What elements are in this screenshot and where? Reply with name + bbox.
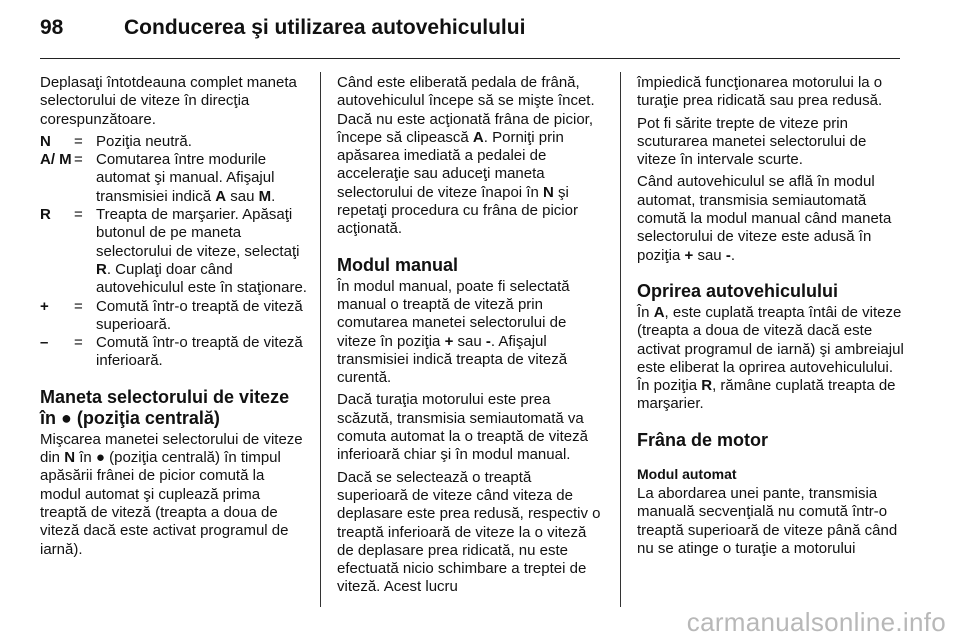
section-heading: Frâna de motor xyxy=(637,429,769,450)
column-divider xyxy=(620,72,621,607)
paragraph: împiedică funcţionarea motorului la o turaţie prea ridicată sau prea redusă. xyxy=(637,74,883,110)
column-1 xyxy=(40,74,308,563)
paragraph: Mişcarea manetei selectorului de viteze din N în ● (poziţia centrală) în timpul apăsării frânei de picior comută la modul automat şi cuplează prima treaptă de viteză (treapta a doua de viteză dacă este activat programul de iarnă). xyxy=(40,430,303,558)
paragraph: În A, este cuplată treapta întâi de viteze (treapta a doua de viteză dacă este activat programul de iarnă) şi ambreiajul este eliberat la oprirea autovehiculului. În poziţia R, rămâne cuplată treapta de marşarier. xyxy=(637,303,904,413)
paragraph: Dacă se selectează o treaptă superioară de viteze când viteza de deplasare este prea redusă, respectiv o treaptă inferioară de viteze la o viteză de deplasare prea ridicată, nu este efectuată nicio schimbare a treptei de viteză. Acest lucru xyxy=(337,468,601,596)
page-header xyxy=(40,10,920,50)
column-3 xyxy=(637,74,905,562)
page-number: 98 xyxy=(40,16,64,39)
column-divider xyxy=(320,72,321,607)
column-2 xyxy=(337,74,605,601)
section-heading: Maneta selectorului de viteze în ● (poziţia centrală) xyxy=(40,386,290,428)
paragraph: Când este eliberată pedala de frână, autovehiculul începe să se mişte încet. Dacă nu este acţionată frâna de picior, începe să clipească A. Porniţi prin apăsarea imediată a pedalei de acceleraţie sau aduceţi maneta selectorului de viteze înapoi în N şi repetaţi procedura cu frâna de picior acţionată. xyxy=(337,74,595,238)
header-rule xyxy=(40,58,900,59)
paragraph: Când autovehiculul se află în modul automat, transmisia semiautomată comută la modul manual când maneta selectorului de viteze este adusă în poziţia + sau -. xyxy=(637,173,892,264)
paragraph: Dacă turaţia motorului este prea scăzută, transmisia semiautomată va comuta automat la o treaptă de viteză inferioară chiar şi în modul manual. xyxy=(337,391,588,464)
definition-item: – = Comută într-o treaptă de viteză inferioară. xyxy=(40,334,303,370)
definition-item: R = Treapta de marşarier. Apăsaţi butonul de pe maneta selectorului de viteze, selectaţi R. Cuplaţi doar când autovehiculul este în staţionare. xyxy=(40,206,307,297)
section-heading: Modul manual xyxy=(337,254,458,275)
paragraph: Pot fi sărite trepte de viteze prin scuturarea manetei selectorului de viteze în intervale scurte. xyxy=(637,114,867,169)
definition-item: A/ M = Comutarea între modurile automat şi manual. Afişajul transmisiei indică A sau M. xyxy=(40,151,276,205)
intro-paragraph: Deplasaţi întotdeauna complet maneta selectorului de viteze în direcţia corespunzătoare. xyxy=(40,74,297,128)
watermark: carmanualsonline.info xyxy=(686,607,946,637)
section-heading: Oprirea autovehiculului xyxy=(637,280,839,301)
definition-item: N = Poziţia neutră. xyxy=(40,132,192,150)
subheading: Modul automat xyxy=(637,465,737,482)
definition-item: + = Comută într-o treaptă de viteză superioară. xyxy=(40,297,303,333)
paragraph: La abordarea unei pante, transmisia manuală secvenţială nu comută într-o treaptă superioară de viteze până când nu se atinge o turaţie a motorului xyxy=(637,485,898,557)
page-title: Conducerea şi utilizarea autovehiculului xyxy=(124,16,526,39)
paragraph: În modul manual, poate fi selectată manual o treaptă de viteză prin comutarea manetei selectorului de viteze în poziţia + sau -. Afişajul transmisiei indică treapta de viteză curentă. xyxy=(337,277,570,387)
